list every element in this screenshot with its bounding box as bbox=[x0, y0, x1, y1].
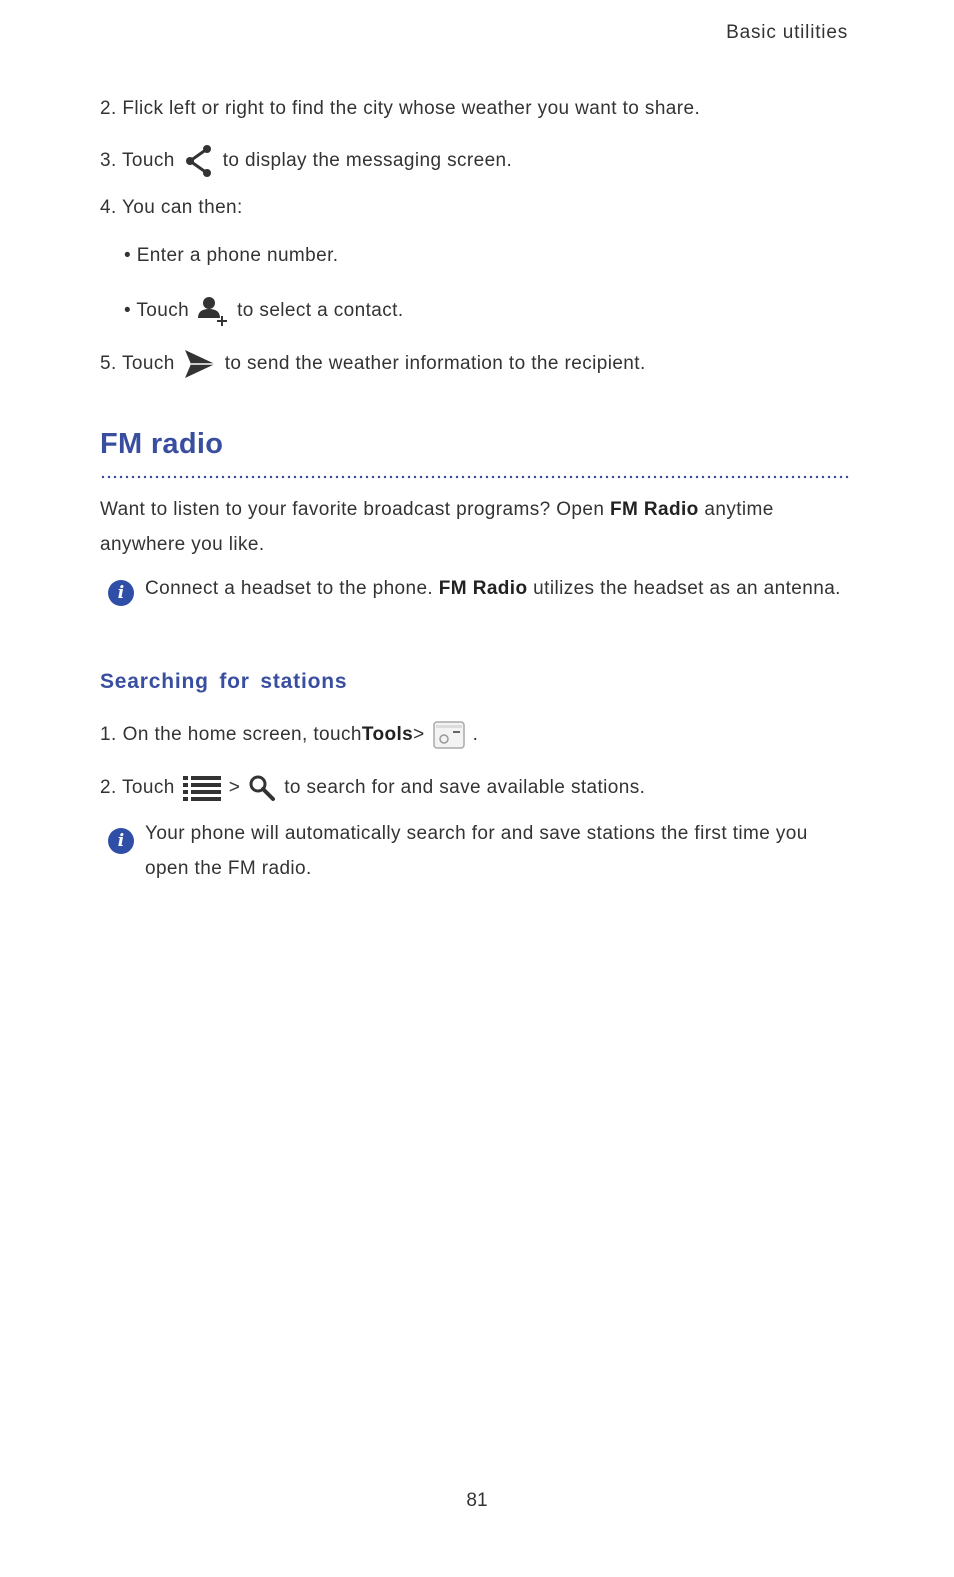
info-icon: i bbox=[108, 828, 134, 854]
fm-radio-bold: FM Radio bbox=[610, 499, 699, 520]
step-5-send bbox=[100, 348, 646, 380]
bullet-text: to select a contact. bbox=[237, 300, 404, 321]
step-4-options bbox=[100, 197, 243, 219]
fm-radio-app-icon bbox=[433, 720, 465, 750]
info-icon: i bbox=[108, 580, 134, 606]
running-header: Basic utilities bbox=[726, 22, 848, 43]
fm-radio-bold: FM Radio bbox=[438, 578, 528, 599]
step-text: to display the messaging screen. bbox=[222, 150, 513, 171]
step-3-touch-share bbox=[100, 144, 512, 178]
step-text: 5. Touch bbox=[100, 353, 175, 374]
step-number: 1. bbox=[100, 724, 117, 745]
subsection-title: Searching for stations bbox=[100, 670, 348, 693]
bullet-select-contact bbox=[124, 294, 404, 328]
tools-bold: Tools bbox=[361, 724, 414, 745]
bullet-enter-number bbox=[124, 245, 338, 267]
step-text: to search for and save available stations. bbox=[284, 777, 646, 798]
bullet-text: • Enter a phone number. bbox=[124, 245, 339, 266]
search-step-2: 2. Touch > to search for and save available stations. bbox=[100, 774, 645, 802]
step-text: 2. Flick left or right to find the city whose weather you want to share. bbox=[100, 98, 701, 119]
section-divider bbox=[100, 475, 850, 479]
step-text: 4. You can then: bbox=[100, 197, 243, 218]
search-step-1: 1. On the home screen, touch Tools > . bbox=[100, 720, 478, 750]
step-2-flick bbox=[100, 98, 700, 120]
bullet-text: • Touch bbox=[124, 300, 190, 321]
page-number: 81 bbox=[466, 1490, 488, 1511]
menu-icon bbox=[183, 775, 221, 801]
step-text: On the home screen, touch bbox=[122, 724, 362, 745]
share-icon bbox=[183, 144, 215, 178]
search-icon bbox=[248, 774, 276, 802]
note-headset: Connect a headset to the phone. FM Radio utilizes the headset as an antenna. bbox=[145, 578, 841, 599]
fm-intro-paragraph: Want to listen to your favorite broadcast programs? Open FM Radio anytime anywhere you like. bbox=[100, 499, 774, 555]
note-auto-search: Your phone will automatically search for and save stations the first time you open the FM radio. bbox=[145, 823, 808, 879]
step-text: 3. Touch bbox=[100, 150, 175, 171]
send-icon bbox=[183, 348, 217, 380]
section-title: FM radio bbox=[100, 428, 224, 460]
add-contact-icon bbox=[197, 294, 229, 328]
step-text: 2. Touch bbox=[100, 777, 175, 798]
step-text: to send the weather information to the recipient. bbox=[224, 353, 646, 374]
